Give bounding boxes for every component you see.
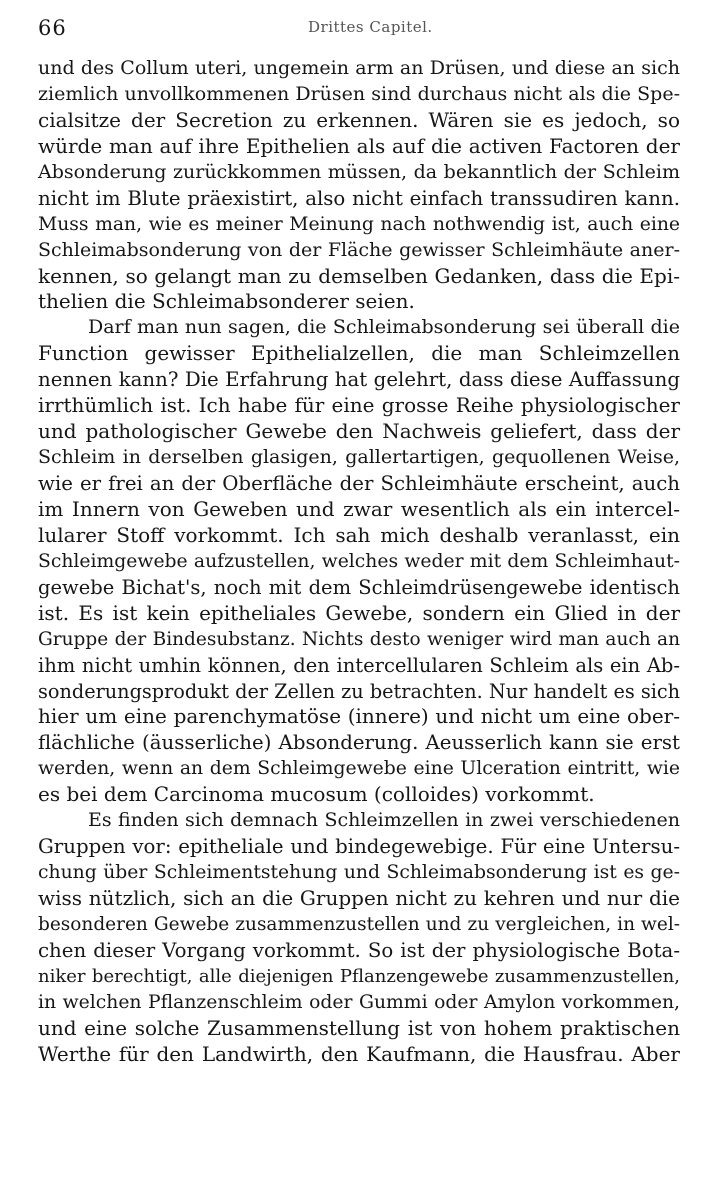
text-line: Muss man, wie es meiner Meinung nach nothwendig ist, auch eine (38, 213, 680, 235)
text-line: irrthümlich ist. Ich habe für eine grosse Reihe physiologischer (38, 393, 680, 418)
text-line: Es finden sich demnach Schleimzellen in zwei verschiedenen (88, 809, 680, 832)
text-line: hier um eine parenchymatöse (innere) und nicht um eine ober- (38, 704, 680, 729)
text-line: und pathologischer Gewebe den Nachweis geliefert, dass der (38, 419, 680, 444)
text-line: in welchen Pflanzenschleim oder Gummi oder Amylon vorkommen, (38, 991, 680, 1013)
body-text (38, 56, 680, 1068)
text-line: Absonderung zurückkommen müssen, da bekanntlich der Schleim (38, 160, 680, 183)
text-line: werden, wenn an dem Schleimgewebe eine Ulceration eintritt, wie (38, 758, 680, 780)
text-line: nicht im Blute präexistirt, also nicht einfach transsudiren kann. (38, 186, 680, 210)
text-line: chen dieser Vorgang vorkommt. So ist der physiologische Bota- (38, 938, 680, 962)
text-line: und des Collum uteri, ungemein arm an Drüsen, und diese an sich (38, 57, 680, 79)
text-line: Gruppe der Bindesubstanz. Nichts desto weniger wird man auch an (38, 628, 680, 650)
text-line: Darf man nun sagen, die Schleimabsonderung sei überall die (88, 316, 680, 339)
text-line: wiss nützlich, sich an die Gruppen nicht zu kehren und nur die (38, 886, 680, 910)
page-number: 66 (38, 16, 67, 40)
text-line: Schleimgewebe aufzustellen, welches weder mit dem Schleimhaut- (38, 550, 680, 572)
text-line: Function gewisser Epithelialzellen, die man Schleimzellen (38, 341, 680, 366)
running-head: Drittes Capitel. (308, 18, 433, 36)
text-line: ziemlich unvollkommenen Drüsen sind durchaus nicht als die Spe- (38, 82, 680, 105)
text-line: wie er frei an der Oberfläche der Schleimhäute erscheint, auch (38, 472, 680, 495)
text-line: Gruppen vor: epitheliale und bindegewebige. Für eine Untersu- (38, 835, 680, 859)
text-line: cialsitze der Secretion zu erkennen. Wären sie es jedoch, so (38, 107, 680, 132)
text-line: chung über Schleimentstehung und Schleimabsonderung ist es ge- (38, 862, 680, 884)
text-line: flächliche (äusserliche) Absonderung. Aeusserlich kann sie erst (38, 731, 680, 755)
text-line: lularer Stoff vorkommt. Ich sah mich deshalb veranlasst, ein (38, 522, 680, 547)
text-line: es bei dem Carcinoma mucosum (colloides) vorkommt. (38, 782, 595, 807)
page-header (38, 16, 678, 44)
text-line: ihm nicht umhin können, den intercellularen Schleim als ein Ab- (38, 653, 680, 677)
text-line: nennen kann? Die Erfahrung hat gelehrt, dass diese Auffassung (38, 368, 680, 392)
text-line: niker berechtigt, alle diejenigen Pflanzengewebe zusammenzustellen, (38, 965, 680, 987)
text-line: thelien die Schleimabsonderer seien. (38, 289, 415, 314)
text-line: Werthe für den Landwirth, den Kaufmann, die Hausfrau. Aber (38, 1041, 680, 1066)
text-line: im Innern von Geweben und zwar wesentlich als ein intercel- (38, 496, 680, 521)
text-line: ist. Es ist kein epitheliales Gewebe, sondern ein Glied in der (38, 600, 680, 625)
text-line: sonderungsprodukt der Zellen zu betrachten. Nur handelt es sich (38, 679, 681, 703)
text-line: Schleimabsonderung von der Fläche gewisser Schleimhäute aner- (38, 238, 680, 261)
text-line: kennen, so gelangt man zu demselben Gedanken, dass die Epi- (38, 263, 680, 288)
text-line: gewebe Bichat's, noch mit dem Schleimdrüsengewebe identisch (38, 575, 680, 599)
text-line: und eine solche Zusammenstellung ist von hohem praktischen (38, 1015, 680, 1040)
text-line: Schleim in derselben glasigen, gallertartigen, gequollenen Weise, (38, 446, 680, 469)
text-line: besonderen Gewebe zusammenzustellen und zu vergleichen, in wel- (38, 913, 680, 935)
text-line: würde man auf ihre Epithelien als auf die activen Factoren der (38, 133, 680, 158)
